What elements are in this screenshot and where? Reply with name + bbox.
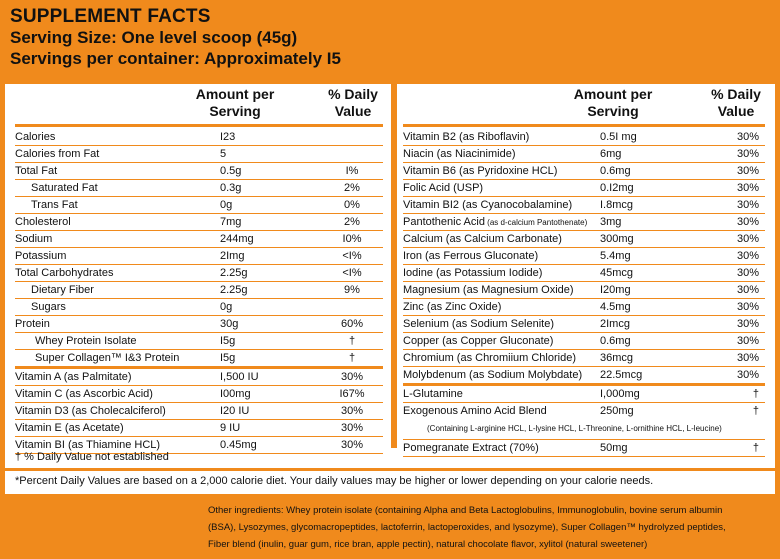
percent-dv-footnote: *Percent Daily Values are based on a 2,000 calorie diet. Your daily values may be higher or lower depending on your calorie needs.	[15, 475, 654, 487]
nutrient-amount: 50mg	[600, 442, 628, 454]
nutrient-daily-value: 30%	[340, 439, 364, 451]
nutrient-row	[403, 146, 765, 163]
nutrient-row	[15, 146, 383, 163]
nutrient-daily-value: I%	[345, 165, 359, 177]
footnote-rule	[5, 468, 775, 471]
nutrient-row	[15, 282, 383, 299]
nutrient-amount: 45mcg	[600, 267, 634, 279]
blend-note: (Containing L-arginine HCL, L-lysine HCL, L-Threonine, L-ornithine HCL, L-leucine)	[427, 424, 722, 433]
nutrient-row	[403, 299, 765, 316]
nutrient-daily-value: 0%	[344, 199, 360, 211]
nutrient-amount: 4.5mg	[600, 301, 631, 313]
nutrient-row	[15, 231, 383, 248]
nutrient-daily-value: 30%	[340, 371, 364, 383]
nutrient-row	[15, 214, 383, 231]
nutrient-name: Zinc (as Zinc Oxide)	[403, 301, 502, 313]
nutrient-name: Vitamin B2 (as Riboflavin)	[403, 131, 530, 143]
left-rows	[15, 129, 383, 454]
nutrient-row	[15, 316, 383, 333]
nutrient-daily-value: †	[752, 388, 759, 400]
nutrient-daily-value: 30%	[736, 199, 759, 211]
nutrient-name: Iron (as Ferrous Gluconate)	[403, 250, 539, 262]
nutrient-name: Iodine (as Potassium Iodide)	[403, 267, 543, 279]
nutrient-row	[15, 299, 383, 316]
nutrient-name: Vitamin D3 (as Cholecalciferol)	[15, 405, 166, 417]
amount-per-serving-header: Amount per Serving	[195, 86, 275, 119]
nutrient-daily-value: 30%	[736, 131, 759, 143]
nutrient-daily-value: 30%	[736, 267, 759, 279]
nutrient-row	[403, 386, 765, 403]
nutrient-row	[403, 180, 765, 197]
nutrient-amount: 5.4mg	[600, 250, 631, 262]
nutrient-row	[403, 129, 765, 146]
header-rule	[15, 124, 383, 127]
nutrient-row	[15, 248, 383, 265]
nutrient-amount: I23	[220, 131, 236, 143]
nutrient-amount: 2Img	[220, 250, 245, 262]
nutrient-row	[15, 420, 383, 437]
nutrient-amount: 0.5I mg	[600, 131, 637, 143]
nutrient-name: Saturated Fat	[31, 182, 98, 194]
nutrient-name: Pomegranate Extract (70%)	[403, 442, 539, 454]
nutrient-row	[403, 248, 765, 265]
nutrient-amount: 0.6mg	[600, 335, 631, 347]
nutrient-row	[403, 265, 765, 282]
nutrient-amount: 0.5g	[220, 165, 242, 177]
nutrient-amount: 36mcg	[600, 352, 634, 364]
nutrient-amount: 30g	[220, 318, 239, 330]
nutrient-amount: 22.5mcg	[600, 369, 643, 381]
nutrient-daily-value: <I%	[342, 250, 362, 262]
nutrient-amount: I20 IU	[220, 405, 250, 417]
nutrient-amount: I,500 IU	[220, 371, 259, 383]
nutrient-daily-value: †	[348, 352, 356, 364]
nutrient-daily-value: 30%	[736, 318, 759, 330]
nutrient-name: Sodium	[15, 233, 53, 245]
other-ingredients: Other ingredients: Whey protein isolate (containing Alpha and Beta Lactoglobulins, Immunoglobulin, bovine serum albumin (BSA), Lysozymes, glycomacropeptides, lactoferrin, lactoperoxides, and lysozyme), Super Collagen™ hydrolyzed peptides, Fiber blend (inulin, guar gum, rice bran, apple pectin), natural chocolate flavor, xylitol (natural sweetener)	[208, 505, 726, 550]
daily-value-header: % Daily Value	[328, 86, 378, 119]
nutrient-name: Vitamin B6 (as Pyridoxine HCL)	[403, 165, 558, 177]
column-divider	[391, 84, 397, 448]
nutrient-amount: 3mg	[600, 216, 622, 228]
right-column-header	[403, 84, 765, 124]
nutrient-name: Vitamin BI2 (as Cyanocobalamine)	[403, 199, 573, 211]
daily-value-header: % Daily Value	[711, 86, 761, 119]
nutrient-amount: 2Imcg	[600, 318, 630, 330]
nutrient-amount: I5g	[220, 335, 236, 347]
nutrient-daily-value: 2%	[344, 182, 360, 194]
nutrient-name: Calcium (as Calcium Carbonate)	[403, 233, 562, 245]
nutrient-row	[403, 440, 765, 457]
nutrient-row	[403, 282, 765, 299]
nutrient-amount: 0.6mg	[600, 165, 631, 177]
nutrient-row	[15, 197, 383, 214]
nutrient-daily-value: 30%	[736, 352, 759, 364]
nutrient-amount: 7mg	[220, 216, 242, 228]
nutrient-daily-value: 30%	[736, 284, 759, 296]
nutrient-daily-value: <I%	[342, 267, 362, 279]
left-facts-column	[15, 84, 383, 454]
nutrient-name: Total Carbohydrates	[15, 267, 114, 279]
nutrient-row	[403, 333, 765, 350]
nutrient-name: Cholesterol	[15, 216, 71, 228]
nutrient-row	[15, 386, 383, 403]
nutrient-daily-value: †	[348, 335, 356, 347]
nutrient-amount: 0g	[220, 301, 233, 313]
label-header	[10, 6, 770, 69]
nutrient-amount: 2.25g	[220, 267, 248, 279]
nutrient-amount: 5	[220, 148, 227, 160]
nutrient-row	[15, 333, 383, 350]
nutrient-daily-value: 60%	[340, 318, 364, 330]
nutrient-row	[403, 316, 765, 333]
nutrient-name: Molybdenum (as Sodium Molybdate)	[403, 369, 583, 381]
nutrient-amount: 0.45mg	[220, 439, 257, 451]
nutrient-row	[403, 367, 765, 386]
nutrient-daily-value: 30%	[736, 369, 759, 381]
nutrient-row	[15, 163, 383, 180]
right-rows	[403, 129, 765, 457]
nutrient-row	[15, 180, 383, 197]
nutrient-amount: 300mg	[600, 233, 634, 245]
nutrient-row	[15, 369, 383, 386]
nutrient-name: Pantothenic Acid (as d-calcium Pantothenate)	[403, 216, 588, 228]
nutrient-name: Selenium (as Sodium Selenite)	[403, 318, 555, 330]
nutrient-daily-value: 30%	[736, 182, 759, 194]
facts-panel	[5, 84, 775, 494]
nutrient-name: Vitamin E (as Acetate)	[15, 422, 124, 434]
nutrient-daily-value: I67%	[339, 388, 365, 400]
nutrient-daily-value: 30%	[736, 233, 759, 245]
nutrient-name: Dietary Fiber	[31, 284, 94, 296]
amount-per-serving-header: Amount per Serving	[573, 86, 653, 119]
nutrient-name: Calories from Fat	[15, 148, 100, 160]
nutrient-name: Vitamin A (as Palmitate)	[15, 371, 132, 383]
nutrient-amount: 0.I2mg	[600, 182, 634, 194]
nutrient-name: L-Glutamine	[403, 388, 463, 400]
nutrient-name: Total Fat	[15, 165, 58, 177]
nutrient-name: Sugars	[31, 301, 66, 313]
nutrient-daily-value: 30%	[340, 405, 364, 417]
nutrient-daily-value: 30%	[736, 216, 759, 228]
left-column-header	[15, 84, 383, 124]
nutrient-daily-value: 30%	[736, 165, 759, 177]
nutrient-daily-value: 30%	[736, 335, 759, 347]
nutrient-amount: 244mg	[220, 233, 254, 245]
nutrient-row	[403, 214, 765, 231]
nutrient-name: Vitamin C (as Ascorbic Acid)	[15, 388, 153, 400]
nutrient-daily-value: 30%	[736, 148, 759, 160]
right-facts-column	[403, 84, 765, 457]
nutrient-name: Super Collagen™ I&3 Protein	[35, 352, 180, 364]
nutrient-daily-value: 2%	[344, 216, 360, 228]
nutrient-name: Exogenous Amino Acid Blend	[403, 405, 547, 417]
nutrient-amount: I20mg	[600, 284, 631, 296]
amino-blend-contents	[403, 422, 765, 440]
nutrient-row	[403, 197, 765, 214]
nutrient-amount: 0.3g	[220, 182, 242, 194]
nutrient-amount: 2.25g	[220, 284, 248, 296]
nutrient-amount: I5g	[220, 352, 236, 364]
nutrient-row	[403, 231, 765, 248]
nutrient-name: Magnesium (as Magnesium Oxide)	[403, 284, 574, 296]
nutrient-row	[15, 350, 383, 369]
dagger-footnote: † % Daily Value not established	[15, 451, 169, 463]
nutrient-row	[403, 403, 765, 422]
nutrient-amount: 9 IU	[220, 422, 241, 434]
nutrient-row	[15, 265, 383, 282]
nutrient-name: Chromium (as Chromiium Chloride)	[403, 352, 576, 364]
servings-per-container: Servings per container: Approximately I5	[10, 49, 341, 68]
nutrient-row	[403, 350, 765, 367]
nutrient-daily-value: †	[752, 405, 759, 417]
nutrient-daily-value: †	[752, 442, 759, 454]
nutrient-row	[15, 403, 383, 420]
nutrient-daily-value: I0%	[342, 233, 362, 245]
nutrient-name: Trans Fat	[31, 199, 78, 211]
nutrient-name: Potassium	[15, 250, 67, 262]
nutrient-daily-value: 30%	[736, 301, 759, 313]
nutrient-daily-value: 30%	[736, 250, 759, 262]
nutrient-row	[15, 129, 383, 146]
nutrient-row	[403, 163, 765, 180]
nutrient-name: Protein	[15, 318, 50, 330]
nutrient-name: Whey Protein Isolate	[35, 335, 137, 347]
nutrient-amount: 250mg	[600, 405, 634, 417]
nutrient-amount: 6mg	[600, 148, 622, 160]
nutrient-amount: 0g	[220, 199, 233, 211]
nutrient-amount: I,000mg	[600, 388, 640, 400]
nutrient-amount: I.8mcg	[600, 199, 634, 211]
nutrient-daily-value: 30%	[340, 422, 364, 434]
nutrient-daily-value: 9%	[344, 284, 360, 296]
nutrient-amount: I00mg	[220, 388, 251, 400]
serving-size: Serving Size: One level scoop (45g)	[10, 28, 298, 47]
nutrient-name: Niacin (as Niacinimide)	[403, 148, 516, 160]
nutrient-name: Copper (as Copper Gluconate)	[403, 335, 554, 347]
nutrient-name: Vitamin BI (as Thiamine HCL)	[15, 439, 161, 451]
nutrient-name: Calories	[15, 131, 56, 143]
header-rule	[403, 124, 765, 127]
nutrient-name: Folic Acid (USP)	[403, 182, 484, 194]
supplement-facts-title: SUPPLEMENT FACTS	[10, 6, 211, 27]
